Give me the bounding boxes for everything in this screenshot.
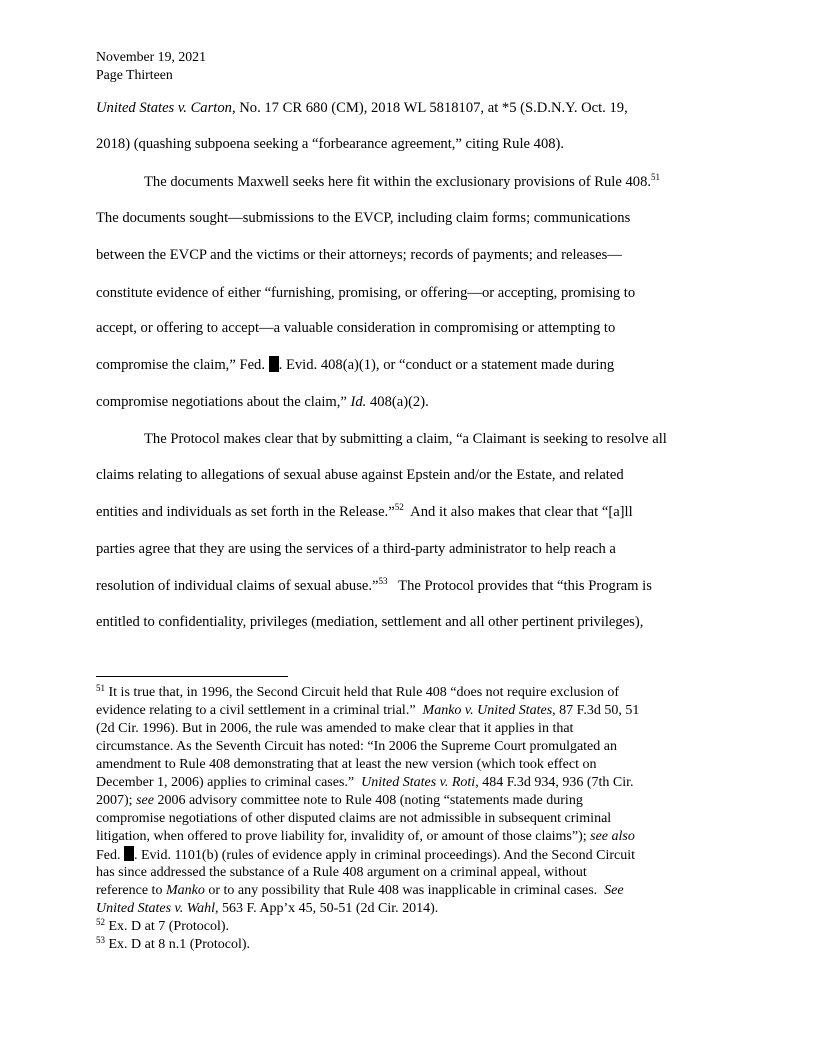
body-line: 2018) (quashing subpoena seeking a “forbearance agreement,” citing Rule 408). [96,136,565,152]
body-line: United States v. Carton, No. 17 CR 680 (CM), 2018 WL 5818107, at *5 (S.D.N.Y. Oct. 19, [96,100,628,116]
footnote-line: evidence relating to a civil settlement in a criminal trial.” Manko v. United States, 87 F.3d 50, 51 [96,703,640,718]
redaction-box [269,356,279,372]
body-line: claims relating to allegations of sexual abuse against Epstein and/or the Estate, and related [96,467,624,483]
body-line: resolution of individual claims of sexual abuse.”$^{53}$ The Protocol provides that “this Program is [96,576,652,594]
footnote-line: 2007); see 2006 advisory committee note to Rule 408 (noting “statements made during [96,793,583,808]
footnote-line: litigation, when offered to prove liability for, invalidity of, or amount of those claims”); see also [96,829,635,844]
footnote-line: amendment to Rule 408 demonstrating that at least the new version (which took effect on [96,757,597,772]
footnote-line: United States v. Wahl, 563 F. App’x 45, 50-51 (2d Cir. 2014). [96,901,439,916]
body-line: The documents sought—submissions to the EVCP, including claim forms; communications [96,210,631,226]
footnote-line: December 1, 2006) applies to criminal cases.” United States v. Roti, 484 F.3d 934, 936 (7th Cir. [96,775,634,790]
footnote-52: $^{52}$ Ex. D at 7 (Protocol). [96,917,230,934]
footnote-51: $^{51}$ It is true that, in 1996, the Second Circuit held that Rule 408 “does not require exclusion of [96,683,620,700]
case-citation: United States v. Carton [96,100,232,116]
footnote-line: compromise negotiations of other disputed claims are not admissible in subsequent criminal [96,811,612,826]
body-line: accept, or offering to accept—a valuable consideration in compromising or attempting to [96,320,616,336]
page-label: Page Thirteen [96,67,173,82]
paragraph-start: The documents Maxwell seeks here fit within the exclusionary provisions of Rule 408.51 [144,172,661,190]
footnote-line: (2d Cir. 1996). But in 2006, the rule was amended to make clear that it applies in that [96,721,574,736]
footnote-line: circumstance. As the Seventh Circuit has noted: “In 2006 the Supreme Court promulgated an [96,739,617,754]
redaction-box [124,846,134,861]
footnote-ref: 52 [394,502,404,512]
footnote-line: reference to Manko or to any possibility that Rule 408 was inapplicable in criminal cases. See [96,883,624,898]
footnote-separator [96,676,288,677]
footnote-ref: 53 [378,576,388,586]
body-line: parties agree that they are using the services of a third-party administrator to help reach a [96,541,616,557]
body-line: entitled to confidentiality, privileges (mediation, settlement and all other pertinent privileges), [96,614,644,630]
body-line: compromise negotiations about the claim,” Id. 408(a)(2). [96,394,429,410]
body-line: between the EVCP and the victims or their attorneys; records of payments; and releases— [96,247,622,263]
footnote-53: $^{53}$ Ex. D at 8 n.1 (Protocol). [96,935,251,952]
footnote-ref: 51 [651,172,661,182]
letter-date: November 19, 2021 [96,49,206,64]
body-line: constitute evidence of either “furnishing, promising, or offering—or accepting, promising to [96,285,636,301]
paragraph-start: The Protocol makes clear that by submitting a claim, “a Claimant is seeking to resolve all [144,431,667,447]
body-line: compromise the claim,” Fed. . Evid. 408(a)(1), or “conduct or a statement made during [96,357,615,373]
footnote-line: has since addressed the substance of a Rule 408 argument on a criminal appeal, without [96,865,587,880]
footnote-line: Fed. . Evid. 1101(b) (rules of evidence apply in criminal proceedings). And the Second Circuit [96,848,636,863]
body-line: entities and individuals as set forth in the Release.”$^{52}$ And it also makes that clear that “[a]ll [96,502,633,520]
